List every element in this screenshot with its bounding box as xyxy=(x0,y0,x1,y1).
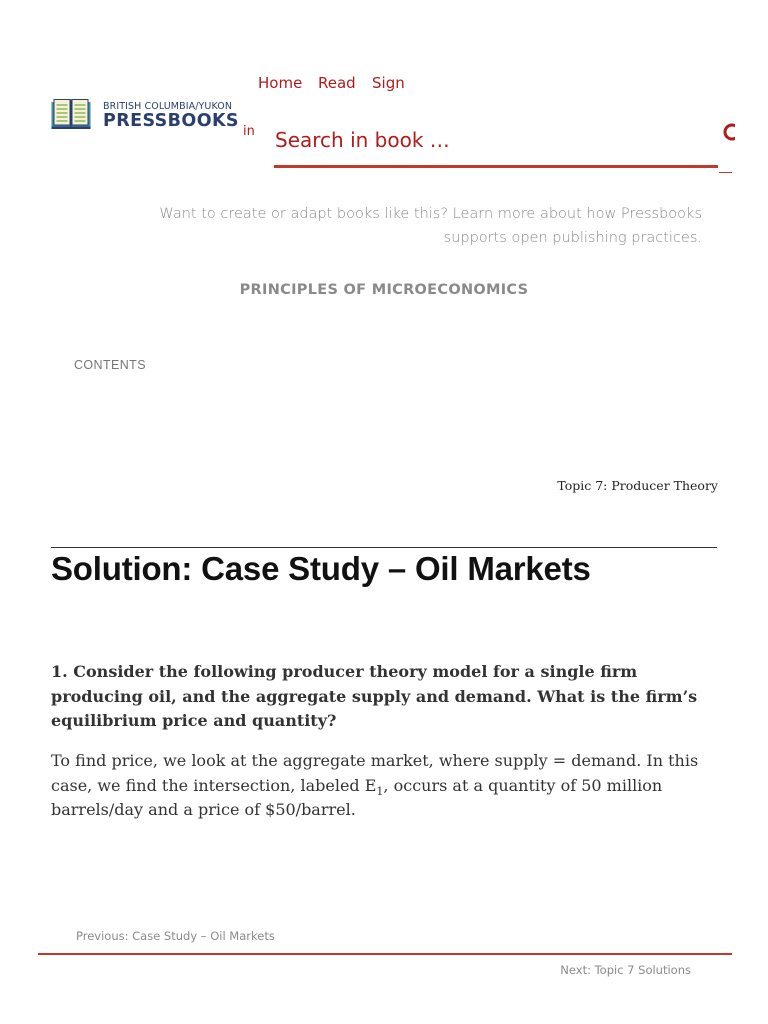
nav-home-link[interactable]: Home xyxy=(258,74,303,92)
page-title: Solution: Case Study – Oil Markets xyxy=(51,550,591,587)
logo-brand-text: PRESSBOOKS xyxy=(103,111,239,131)
search-icon xyxy=(721,120,735,146)
search-input[interactable] xyxy=(274,114,718,168)
nav-read-link[interactable]: Read xyxy=(318,74,356,92)
logo-region-text: BRITISH COLUMBIA/YUKON xyxy=(103,101,233,112)
search-in-label: in xyxy=(243,124,255,139)
answer-text xyxy=(51,749,723,823)
previous-page-link[interactable]: Previous: Case Study – Oil Markets xyxy=(76,929,275,943)
nav-sign-link[interactable]: Sign xyxy=(372,74,405,92)
promo-text[interactable]: Want to create or adapt books like this? Learn more about how Pressbooks supports open publishing practices. xyxy=(159,206,702,246)
contents-toggle[interactable]: CONTENTS xyxy=(74,358,146,372)
equilibrium-subscript: 1 xyxy=(376,784,384,798)
book-title[interactable]: PRINCIPLES OF MICROECONOMICS xyxy=(239,282,529,298)
answer-text-part: , occurs at a quantity of 50 million barrels/day and a price of $50/barrel. xyxy=(51,775,663,819)
question-text: 1. Consider the following producer theory model for a single firm producing oil, and the aggregate supply and demand. What is the firm’s equilibrium price and quantity? xyxy=(51,662,698,730)
search-button-underline xyxy=(719,172,732,173)
title-divider xyxy=(51,547,717,548)
answer-text-part: To find price, we look at the aggregate market, where supply = demand. In this case, we find the intersection, labeled E xyxy=(51,751,699,795)
open-book-icon xyxy=(51,98,91,130)
footer-divider xyxy=(38,953,732,955)
next-page-link[interactable]: Next: Topic 7 Solutions xyxy=(560,963,691,977)
pressbooks-logo[interactable] xyxy=(51,98,246,134)
chapter-part-label: Topic 7: Producer Theory xyxy=(557,478,718,493)
search-button[interactable] xyxy=(721,120,735,146)
